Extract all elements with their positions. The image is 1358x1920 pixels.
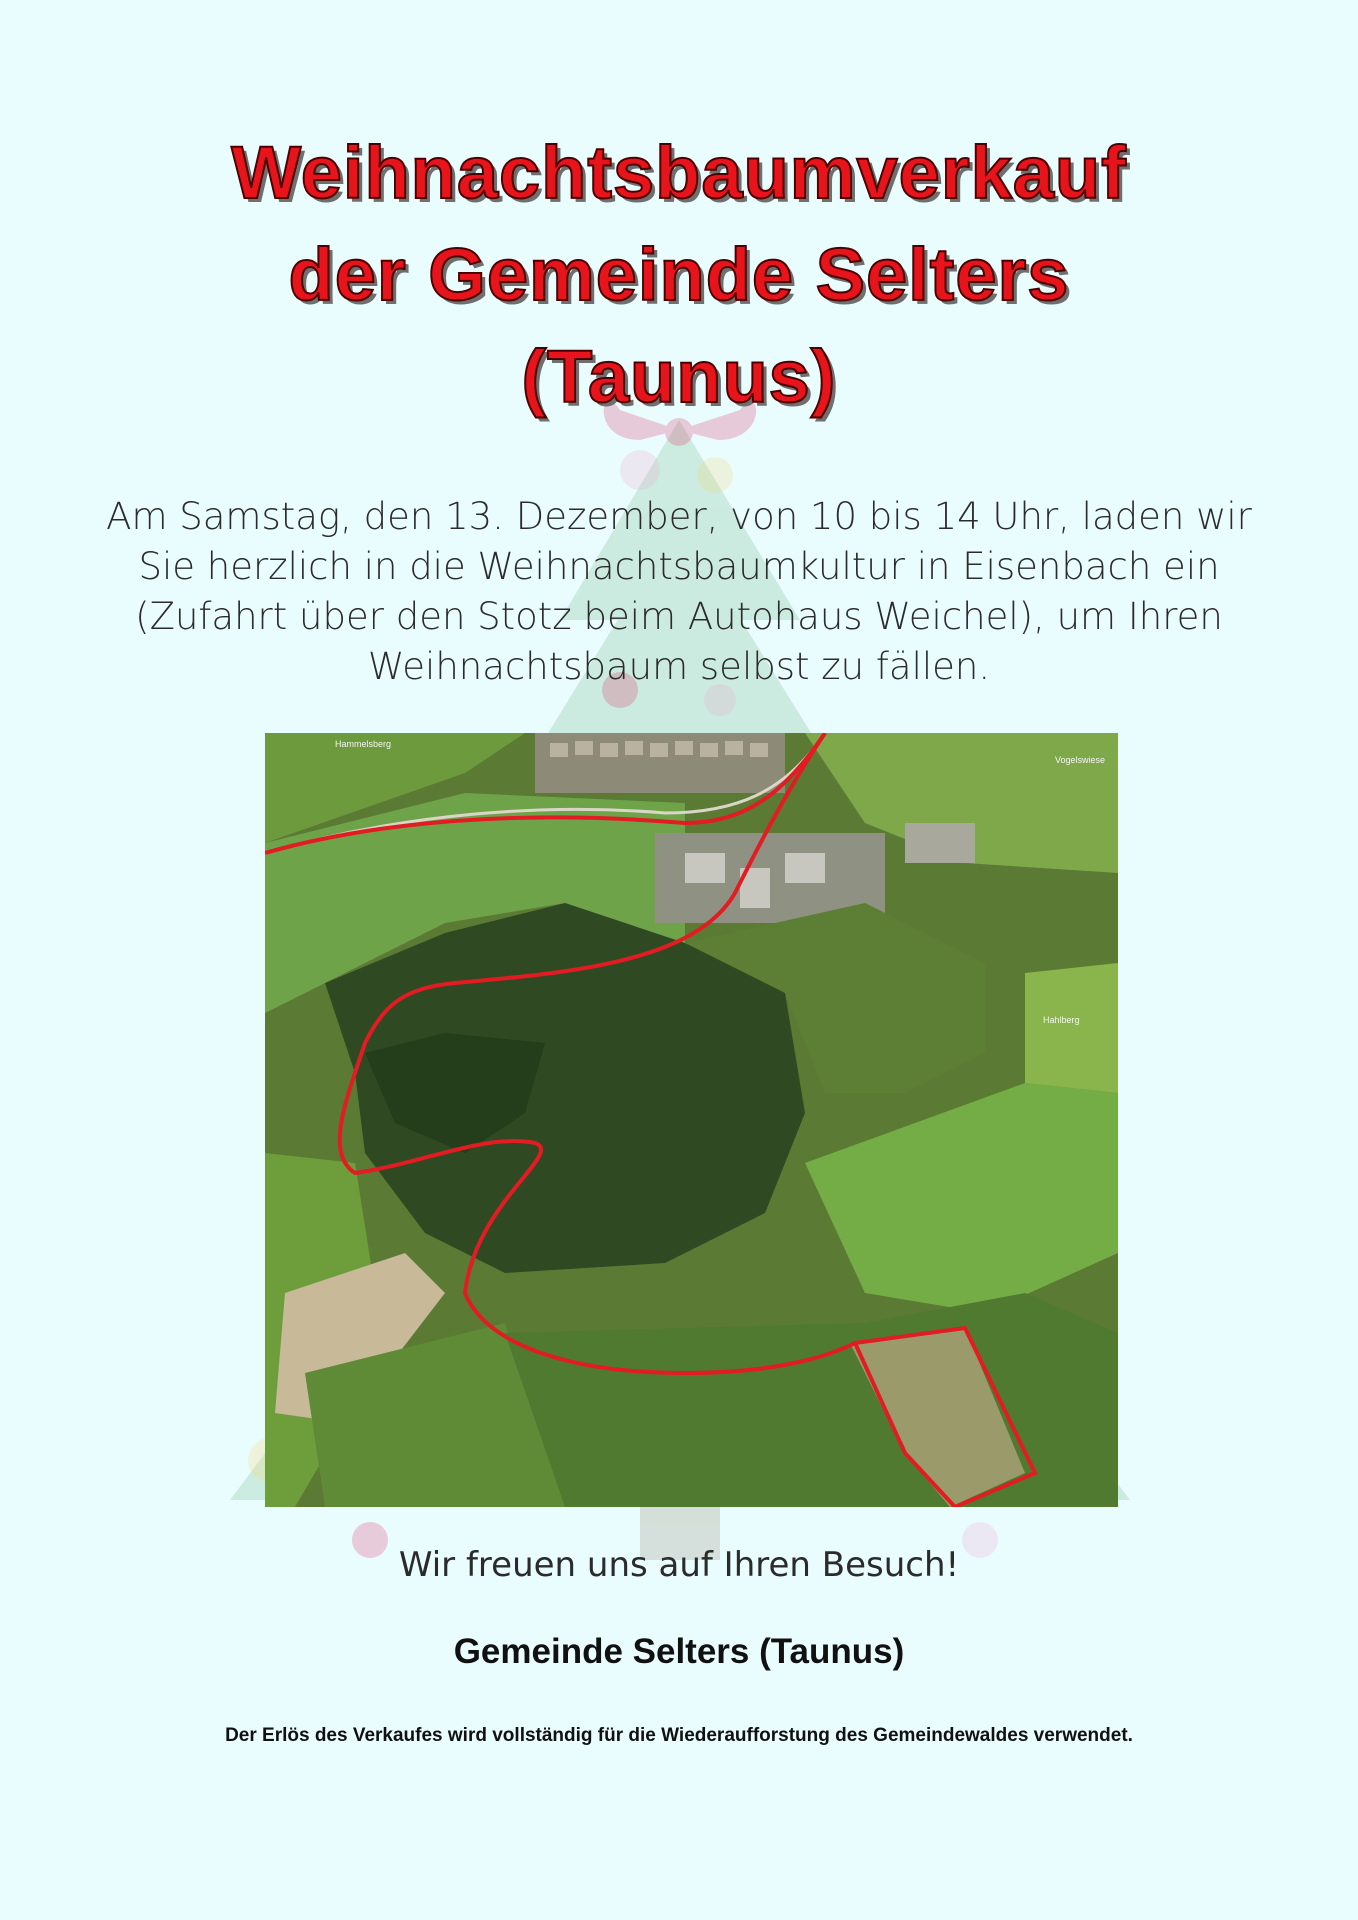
title-line-3: (Taunus) [521, 335, 837, 418]
map-label: Hammelsberg [335, 739, 392, 749]
map-label: Hahlberg [1043, 1015, 1080, 1025]
title-line-2: der Gemeinde Selters [288, 233, 1070, 316]
page-title [80, 122, 1278, 428]
map-label: Vogelswiese [1055, 755, 1106, 765]
aerial-map [265, 733, 1118, 1507]
footnote-text: Der Erlös des Verkaufes wird vollständig für die Wiederaufforstung des Gemeindewaldes verwendet. [225, 1725, 1133, 1746]
organization-name: Gemeinde Selters (Taunus) [453, 1632, 905, 1671]
title-line-1: Weihnachtsbaumverkauf [231, 131, 1127, 214]
intro-paragraph: Am Samstag, den 13. Dezember, von 10 bis 14 Uhr, laden wir Sie herzlich in die Weihnachtsbaumkultur in Eisenbach ein (Zufahrt über den Stotz beim Autohaus Weichel), um Ihren Weihnachtsbaum selbst zu fällen. [106, 495, 1252, 688]
greeting-text: Wir freuen uns auf Ihren Besuch! [398, 1545, 960, 1585]
aerial-map-image [265, 733, 1118, 1507]
